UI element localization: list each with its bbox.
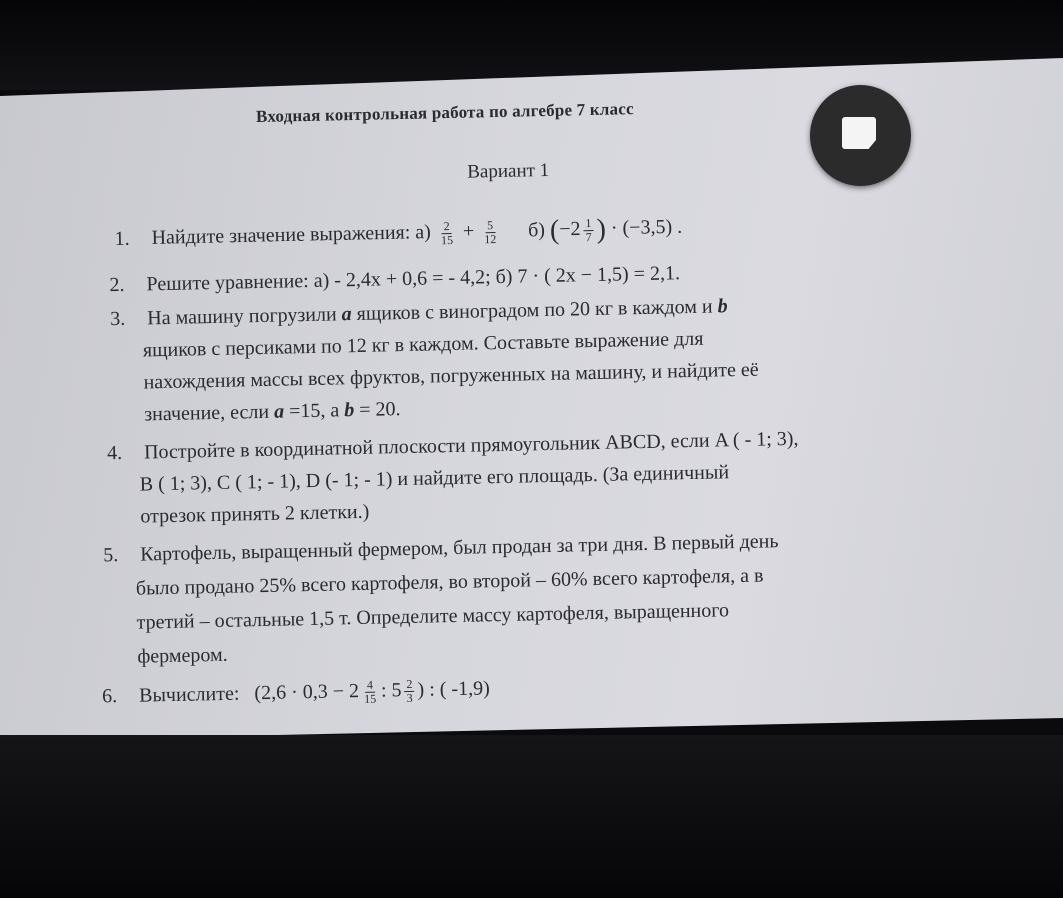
task-text: = 20. — [358, 398, 401, 421]
variant-label: Вариант 1 — [467, 159, 550, 183]
task-3 — [110, 295, 728, 331]
task-6 — [102, 676, 490, 711]
denominator: 15 — [364, 691, 377, 706]
task-5-line-2: было продано 25% всего картофеля, во второй – 60% всего картофеля, а в — [135, 564, 764, 600]
expression: : 5 — [380, 679, 402, 702]
fraction — [583, 217, 594, 244]
task-text: Вычислите: — [138, 682, 240, 707]
plus-sign: + — [462, 220, 475, 243]
task-5-line-4: фермером. — [137, 643, 228, 668]
paren-open: ( — [549, 214, 560, 246]
paren-close: ) — [596, 213, 607, 245]
task-5 — [103, 530, 779, 567]
variable-b: b — [717, 295, 728, 318]
variable-a: a — [341, 303, 352, 326]
task-text: =15, а — [288, 399, 340, 423]
task-4 — [107, 428, 799, 465]
numerator: 2 — [404, 678, 414, 692]
expression: (2,6 · 0,3 − 2 — [254, 680, 360, 705]
task-text: Решите уравнение: а) - 2,4x + 0,6 = - 4,2; б) 7 · ( 2x − 1,5) = 2,1. — [146, 262, 681, 296]
task-2 — [109, 262, 680, 297]
fraction — [404, 678, 415, 705]
mixed-whole: −2 — [559, 217, 581, 241]
denominator: 7 — [585, 229, 592, 244]
task-5-line-3: третий – остальные 1,5 т. Определите массу картофеля, выращенного — [136, 599, 730, 634]
task-number: 2. — [109, 273, 125, 297]
task-1 — [114, 212, 682, 256]
fraction — [362, 679, 379, 706]
task-text: Картофель, выращенный фермером, был продан за три дня. В первый день — [139, 530, 779, 566]
screen-bezel-bottom — [0, 735, 1063, 898]
task-3-line-3: нахождения массы всех фруктов, погруженных на машину, и найдите её — [143, 358, 759, 394]
task-number: 4. — [106, 441, 123, 465]
task-text: На машину погрузили — [147, 303, 337, 330]
task-text: Постройте в координатной плоскости прямоугольник ABCD, если A ( - 1; 3), — [143, 427, 799, 464]
fraction — [439, 219, 456, 246]
task-text: значение, если — [144, 400, 270, 426]
task-3-line-4 — [144, 398, 401, 426]
task-3-line-2: ящиков с персиками по 12 кг в каждом. Составьте выражение для — [142, 327, 704, 362]
part-b-label: б) — [527, 218, 546, 241]
variable-a: a — [273, 400, 285, 423]
part-a-label: а) — [415, 221, 432, 244]
numerator: 4 — [365, 679, 375, 693]
task-text: Найдите значение выражения: — [151, 221, 411, 249]
denominator: 15 — [440, 232, 454, 247]
task-number: 5. — [102, 544, 119, 567]
variable-b: b — [343, 399, 355, 422]
expression: ) : ( -1,9) — [417, 677, 490, 701]
numerator: 2 — [442, 219, 452, 233]
expression-rest: · (−3,5) . — [610, 215, 683, 240]
numerator: 1 — [583, 217, 593, 231]
task-text: ящиков с виноградом по 20 кг в каждом и — [356, 295, 713, 325]
task-4-line-2: B ( 1; 3), C ( 1; - 1), D (- 1; - 1) и найдите его площадь. (За единичный — [139, 461, 730, 496]
doc-title: Входная контрольная работа по алгебре 7 класс — [255, 99, 634, 127]
crop-button[interactable] — [810, 85, 911, 186]
fraction — [482, 219, 499, 246]
denominator: 12 — [484, 231, 497, 246]
task-4-line-3: отрезок принять 2 клетки.) — [140, 500, 370, 528]
task-number: 3. — [110, 307, 126, 331]
denominator: 3 — [406, 690, 413, 706]
task-number: 1. — [114, 227, 130, 250]
crop-icon — [842, 117, 876, 149]
task-number: 6. — [101, 685, 118, 708]
numerator: 5 — [485, 219, 495, 233]
